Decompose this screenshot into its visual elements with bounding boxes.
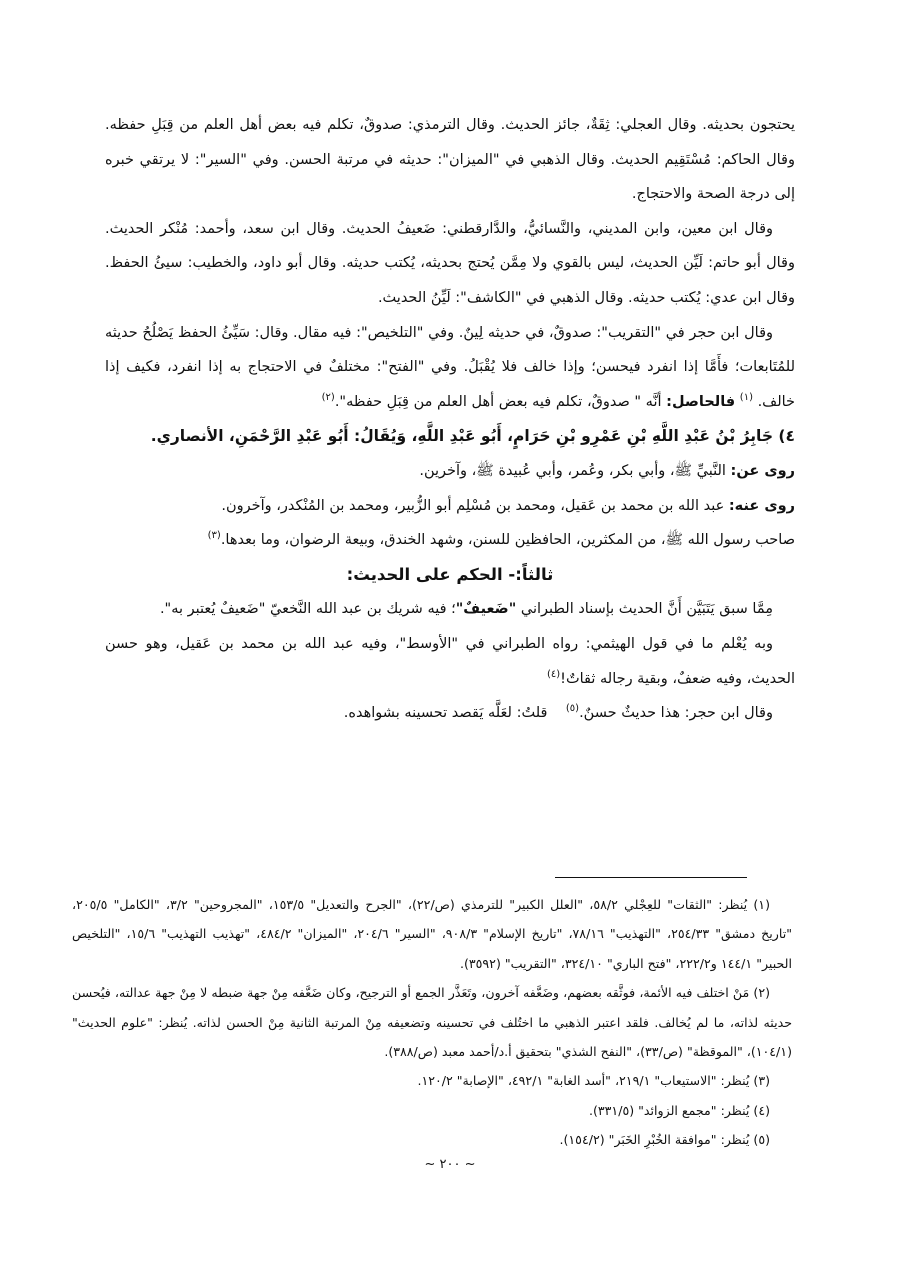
footnote-ref: (٥) [565, 703, 580, 715]
rawa-anhu-label: روى عنه: [728, 497, 795, 514]
paragraph: مِمَّا سبق يَتَبَيَّن أَنَّ الحديث بإسناد الطبراني "ضَعيفٌ"؛ فيه شريك بن عبد الله النَّخعيّ "ضَعيفٌ يُعتبر به". [159, 601, 773, 618]
paragraph: صاحب رسول الله ﷺ، من المكثرين، الحافظين للسنن، وشهد الخندق، وبيعة الرضوان، وما بعدها.$^{(٣)}$ [207, 530, 795, 549]
footnote-ref: (١) [739, 391, 753, 403]
narrator-heading: ٤) جَابِرُ بْنُ عَبْدِ اللَّهِ بْنِ عَمْرِو بْنِ حَرَامٍ، أَبُو عَبْدِ اللَّهِ، وَيُقَالُ: أَبُو عَبْدِ الرَّحْمَنِ، الأنصاري. [150, 427, 795, 446]
footnote-ref: (٢) [321, 391, 335, 403]
paragraph: روى عن: النَّبيِّ ﷺ، وأبي بكر، وعُمر، وأبي عُبيدة ﷺ، وآخرين. [419, 462, 795, 479]
paragraph: وبه يُعْلم ما في قول الهيثمي: رواه الطبراني في "الأوسط"، وفيه عبد الله بن محمد بن عَقيل، وهو حسن الحديث، وفيه ضعفٌ، وبقية رجاله ثقاتٌ!$^{(٤)}$ [105, 635, 795, 687]
section-heading: ثالثاً:- الحكم على الحديث: [346, 564, 554, 584]
main-text [105, 108, 795, 731]
paragraph: وقال ابن حجر: هذا حديثٌ حسنٌ.$^{(٥)}$ قلتُ: لعَلَّه يَقصد تحسينه بشواهده. [343, 703, 773, 722]
footnote: (٢) مَنْ اختلف فيه الأئمة، فوثَّقه بعضهم، وضَعَّفه آخرون، وتَعَذَّر الجمع أو الترجيح، وكان ضَعَّفه مِنْ جهة ضبطه لا مِنْ جهة عدالته، فيُحسن حديثه لذاته، ما لم يُخالف. فلقد اعتبر الذهبي ما اختُلف في تحسينه وتضعيفه مِنْ المرتبة الثانية مِنْ الحسن لذاته. يُنظر: "علوم الحديث" (١٠٤/١)، "الموقظة" (ص/٣٣)، "النفح الشذي" بتحقيق أ.د/أحمد معبد (ص/٣٨٨). [72, 985, 792, 1060]
paragraph: وقال ابن حجر في "التقريب": صدوقٌ، في حديثه لِينٌ. وفي "التلخيص": فيه مقال. وقال: سَيِّئُ الحفظ يَصْلُحُ حديثه للمُتَابعات؛ فأَمَّا إذا انفرد فيحسن؛ وإذا خالف فلا يُقْبَلُ. وفي "الفتح": مختلفٌ في الاحتجاج به إذا انفرد، فكيف إذا خالف. $^{(١)}$ فالحاصل: أنَّه " صدوقٌ، تكلم فيه بعض أهل العلم من قِبَلِ حفظه".$^{(٢)}$ [105, 324, 795, 410]
footnote-ref: (٤) [546, 668, 561, 680]
page-number: ~ ٢٠٠ ~ [424, 1157, 476, 1172]
footnote: (٥) يُنظر: "موافقة الخُبْرِ الخَبَر" (١٥٤/٢). [559, 1132, 770, 1148]
paragraph: وقال ابن معين، وابن المديني، والنَّسائيُّ، والدَّارقطني: ضَعيفُ الحديث. وقال ابن سعد، وأحمد: مُنْكر الحديث. وقال أبو حاتم: لَيِّن الحديث، ليس بالقوي ولا مِمَّن يُحتج بحديثه، يُكتب حديثه. وقال أبو داود، والخطيب: سيئُ الحفظ. وقال ابن عدي: يُكتب حديثه. وقال الذهبي في "الكاشف": لَيِّنُ الحديث. [105, 220, 795, 306]
footnote: (٣) يُنظر: "الاستيعاب" ٢١٩/١، "أسد الغابة" ٤٩٢/١، "الإصابة" ١٢٠/٢. [417, 1073, 770, 1089]
footnotes [72, 890, 792, 1155]
footnote-ref: (٣) [207, 530, 221, 542]
paragraph: يحتجون بحديثه. وقال العجلي: ثِقَةٌ، جائز الحديث. وقال الترمذي: صدوقٌ، تكلم فيه بعض أهل العلم من قِبَلِ حفظه. وقال الحاكم: مُسْتَقِيم الحديث. وقال الذهبي في "الميزان": حديثه في مرتبة الحسن. وفي "السير": لا يرتقي خبره إلى درجة الصحة والاحتجاج. [105, 117, 795, 203]
footnote-separator [555, 877, 747, 878]
rawa-an-label: روى عن: [730, 462, 795, 479]
footnote: (١) يُنظر: "الثقات" للعِجْلي ٥٨/٢، "العلل الكبير" للترمذي (ص/٢٢)، "الجرح والتعديل" ١٥٣/٥، "المجروحين" ٣/٢، "الكامل" ٢٠٥/٥، "تاريخ دمشق" ٢٥٤/٣٣، "التهذيب" ٧٨/١٦، "تاريخ الإسلام" ٩٠٨/٣، "السير" ٢٠٤/٦، "الميزان" ٤٨٤/٢، "تهذيب التهذيب" ١٥/٦، "التلخيص الحبير" ١٤٤/١ و٢٢٢/٢، "فتح الباري" ٣٢٤/١٠، "التقريب" (٣٥٩٢). [72, 897, 792, 971]
summary-label: فالحاصل: [666, 393, 736, 410]
footnote: (٤) يُنظر: "مجمع الزوائد" (٣٣١/٥). [588, 1102, 770, 1118]
paragraph: روى عنه: عبد الله بن محمد بن عَقيل، ومحمد بن مُسْلِم أبو الزُّبير، ومحمد بن المُنْكدر، وآخرون. [221, 497, 795, 514]
